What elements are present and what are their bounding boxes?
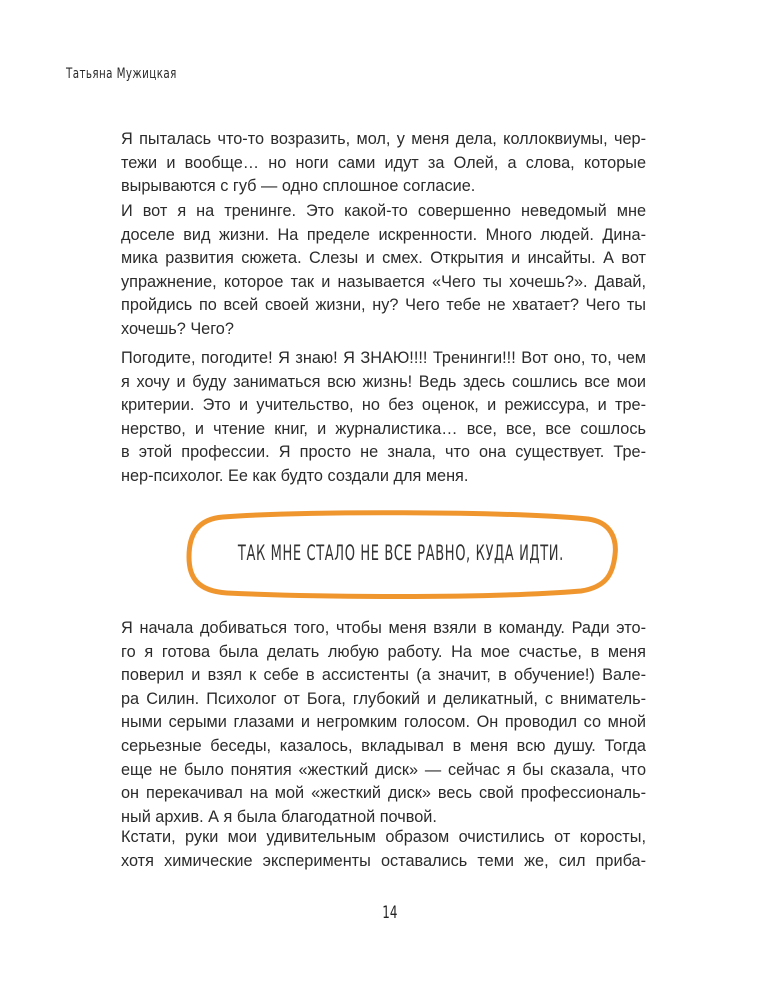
text-line: поверил и взял к себе в ассистенты (а значит, в обучение!) Вале- <box>121 666 646 685</box>
text-line: го я готова была делать любую работу. На мое счастье, в меня <box>121 642 646 661</box>
text-line: доселе вид жизни. На пределе искренности. Много людей. Дина- <box>121 225 646 244</box>
paragraph-3 <box>121 347 646 489</box>
text-line: Я начала добиваться того, чтобы меня взяли в команду. Ради это- <box>121 619 646 637</box>
text-line: ными серыми глазами и негромким голосом. Он проводил со мной <box>121 713 646 732</box>
text-line: серьезные беседы, казалось, вкладывал в меня всю душу. Тогда <box>121 736 646 755</box>
pull-quote-text: ТАК МНЕ СТАЛО НЕ ВСЕ РАВНО, КУДА ИДТИ. <box>238 541 565 565</box>
text-line: в этой профессии. Я просто не знала, что она существует. Тре- <box>121 443 646 462</box>
text-line: Я пыталась что-то возразить, мол, у меня дела, коллоквиумы, чер- <box>121 130 646 148</box>
paragraph-1 <box>121 128 646 199</box>
text-line: пройдись по всей своей жизни, ну? Чего тебе не хватает? Чего ты <box>121 296 646 315</box>
text-line: мика развития сюжета. Слезы и смех. Открытия и инсайты. А вот <box>121 249 646 268</box>
text-line: я хочу и буду заниматься всю жизнь! Ведь здесь сошлись все мои <box>121 372 646 391</box>
text-line: хотя химические эксперименты оставались теми же, сил приба- <box>121 851 646 870</box>
text-line: Погодите, погодите! Я знаю! Я ЗНАЮ!!!! Тренинги!!! Вот оно, то, чем <box>121 349 646 367</box>
paragraph-2 <box>121 200 646 342</box>
text-line: он перекачивал на мой «жесткий диск» весь свой профессиональ- <box>121 784 646 803</box>
text-line: хочешь? Чего? <box>121 319 234 338</box>
text-line: нер-психолог. Ее как будто создали для меня. <box>121 466 469 485</box>
text-line: ный архив. А я была благодатной почвой. <box>121 807 437 826</box>
paragraph-5 <box>121 826 646 873</box>
text-line: Кстати, руки мои удивительным образом очистились от коросты, <box>121 828 646 846</box>
text-line: еще не было понятия «жесткий диск» — сейчас я бы сказала, что <box>121 760 646 779</box>
text-line: ра Силин. Психолог от Бога, глубокий и деликатный, с вниматель- <box>121 689 646 708</box>
running-header-author: Татьяна Мужицкая <box>66 66 177 82</box>
text-line: нерство, и чтение книг, и журналистика… все, все, все сошлось <box>121 419 646 438</box>
text-line: упражнение, которое так и называется «Чего ты хочешь?». Давай, <box>121 272 646 291</box>
paragraph-4 <box>121 617 646 829</box>
text-line: критерии. Это и учительство, но без оценок, и режиссура, и тре- <box>121 396 646 415</box>
page-number <box>370 903 410 923</box>
text-line: вырываются с губ — одно сплошное согласие. <box>121 177 476 196</box>
text-line: И вот я на тренинге. Это какой-то совершенно неведомый мне <box>121 202 646 220</box>
text-line: тежи и вообще… но ноги сами идут за Олей, а слова, которые <box>121 153 646 172</box>
page-number-text: 14 <box>382 903 398 923</box>
pull-quote-callout <box>183 507 619 599</box>
